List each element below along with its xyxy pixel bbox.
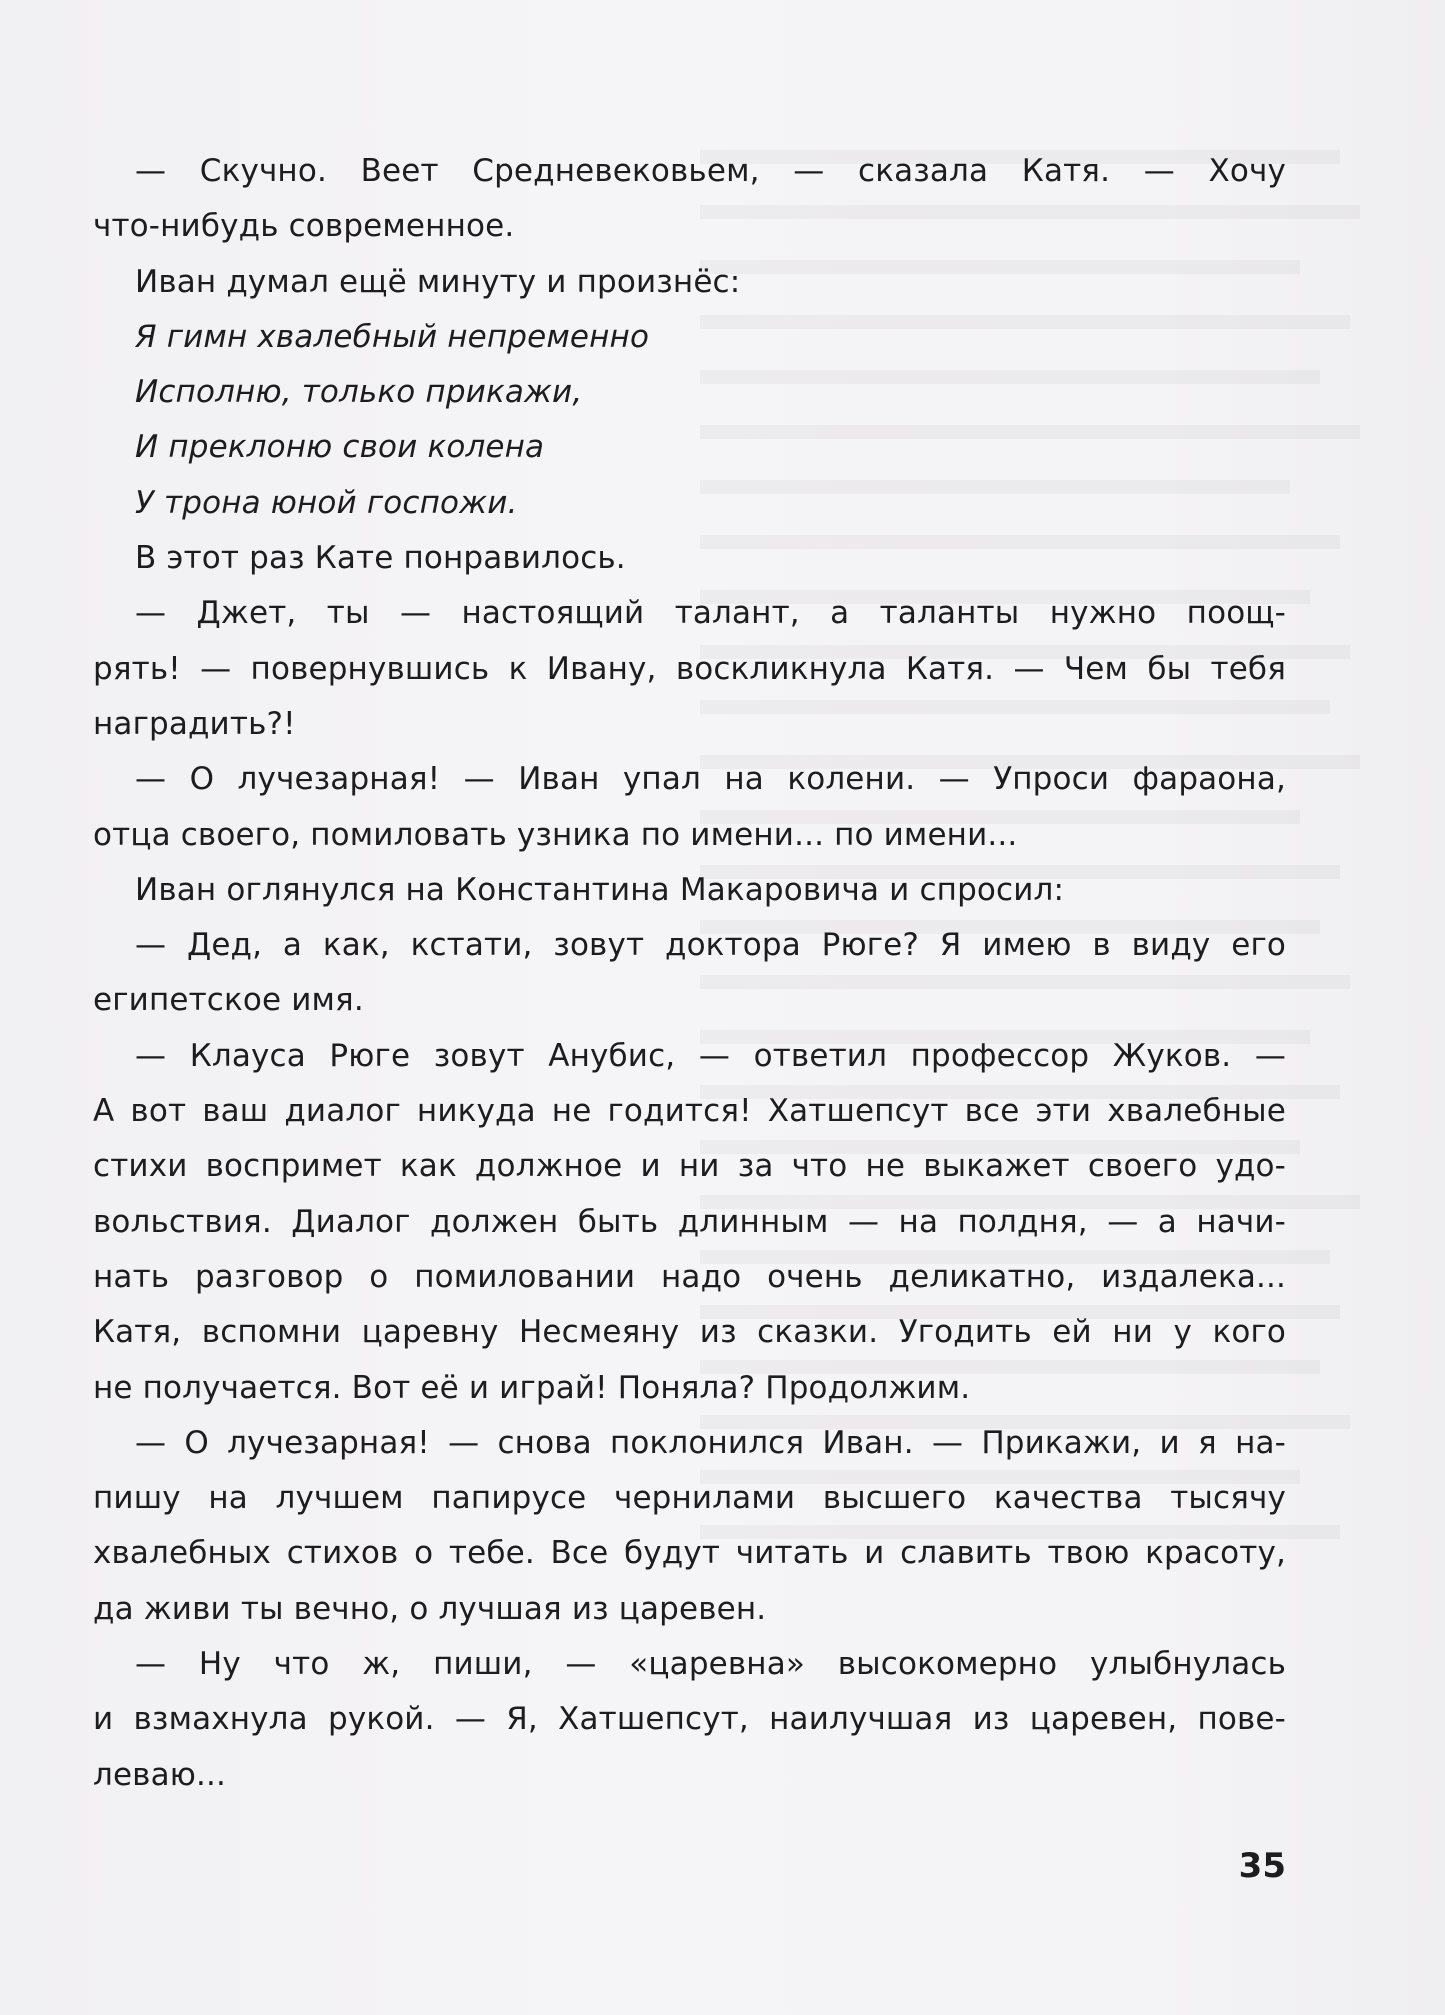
text-line: — Скучно. Веет Средневековьем, — сказала Катя. — Хочу (135, 153, 1286, 189)
verse-line: Я гимн хвалебный непременно (135, 318, 650, 355)
text-line: что-нибудь современное. (93, 208, 515, 245)
text-line: — Джет, ты — настоящий талант, а таланты нужно поощ- (135, 595, 1286, 632)
verse-line: И преклоню свои колена (135, 429, 545, 466)
text-line: отца своего, помиловать узника по имени... по имени... (93, 816, 1018, 853)
text-line: да живи ты вечно, о лучшая из царевен. (93, 1590, 767, 1627)
text-line: и взмахнула рукой. — Я, Хатшепсут, наилучшая из царевен, пове- (93, 1701, 1286, 1738)
text-line: не получается. Вот её и играй! Поняла? Продолжим. (93, 1369, 971, 1406)
text-line: Иван оглянулся на Константина Макаровича и спросил: (135, 871, 1065, 908)
text-line: наградить?! (93, 705, 296, 742)
text-line: нать разговор о помиловании надо очень деликатно, издалека... (93, 1258, 1286, 1295)
body-text (93, 144, 1286, 1803)
text-line: Иван думал ещё минуту и произнёс: (135, 263, 741, 300)
text-line: А вот ваш диалог никуда не годится! Хатшепсут все эти хвалебные (93, 1093, 1286, 1130)
text-line: египетское имя. (93, 982, 364, 1019)
verse-line: У трона юной госпожи. (135, 484, 518, 521)
text-line: стихи воспримет как должное и ни за что не выкажет своего удо- (93, 1148, 1286, 1185)
text-line: Катя, вспомни царевну Несмеяну из сказки. Угодить ей ни у кого (93, 1314, 1286, 1351)
text-line: хвалебных стихов о тебе. Все будут читать и славить твою красоту, (93, 1535, 1286, 1572)
verse-line: Исполню, только прикажи, (135, 374, 583, 411)
text-line: вольствия. Диалог должен быть длинным — на полдня, — а начи- (93, 1203, 1286, 1240)
text-line: — О лучезарная! — Иван упал на колени. — Упроси фараона, (135, 761, 1286, 798)
text-line: — Клауса Рюге зовут Анубис, — ответил профессор Жуков. — (135, 1037, 1286, 1074)
text-line: — О лучезарная! — снова поклонился Иван. — Прикажи, и я на- (135, 1424, 1286, 1461)
text-line: леваю... (93, 1756, 227, 1793)
text-line: — Дед, а как, кстати, зовут доктора Рюге? Я имею в виду его (135, 927, 1286, 964)
text-line: В этот раз Кате понравилось. (135, 540, 626, 577)
text-line: рять! — повернувшись к Ивану, воскликнула Катя. — Чем бы тебя (93, 650, 1286, 687)
text-line: пишу на лучшем папирусе чернилами высшего качества тысячу (93, 1480, 1286, 1517)
page-number: 35 (1238, 1846, 1286, 1886)
text-line: — Ну что ж, пиши, — «царевна» высокомерно улыбнулась (135, 1646, 1286, 1683)
